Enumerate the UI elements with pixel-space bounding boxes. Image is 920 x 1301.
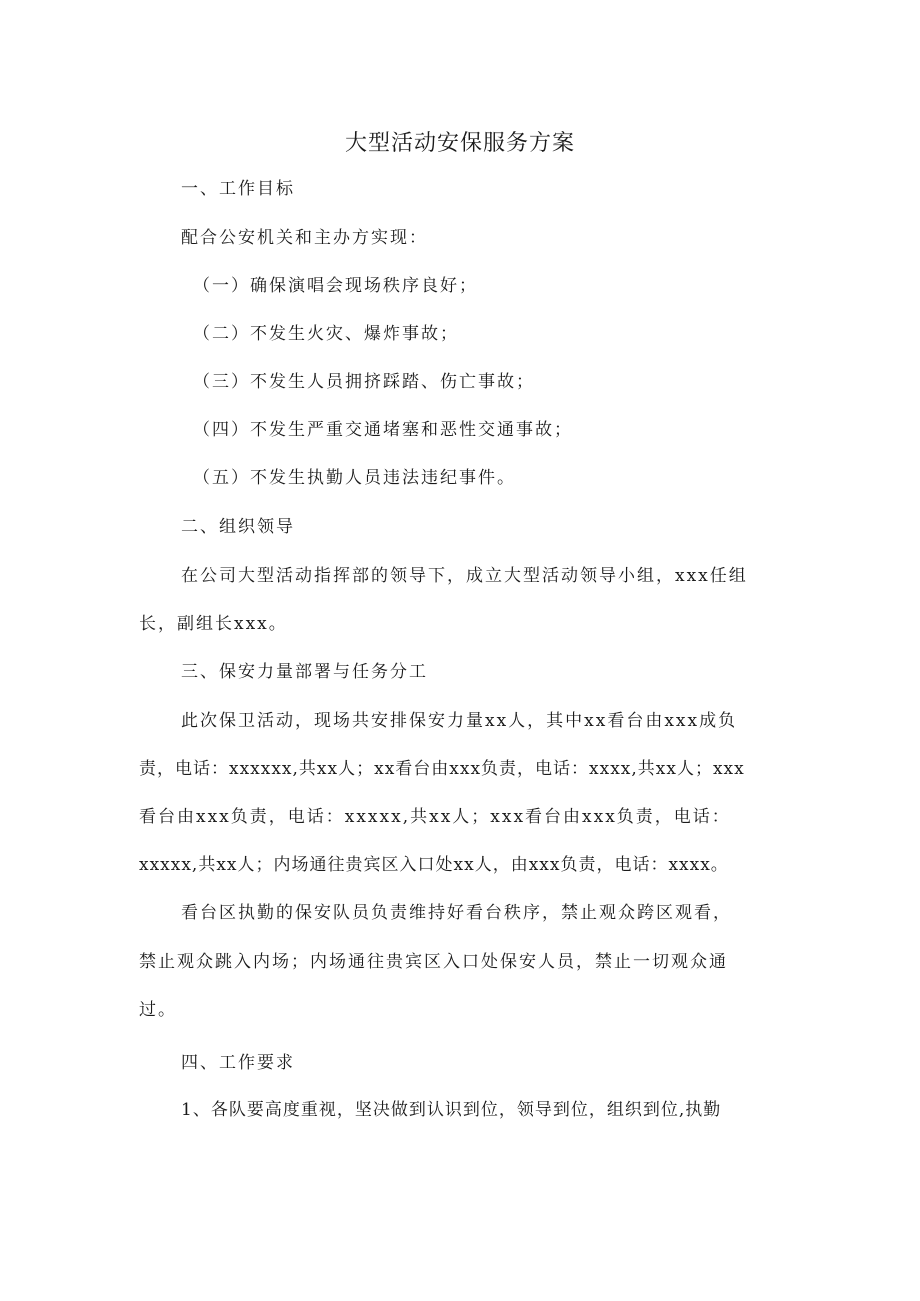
section-heading-deployment: 三、保安力量部署与任务分工: [181, 662, 428, 682]
deployment-paragraph-line: xxxxx,共xx人；内场通往贵宾区入口处xx人，由xxx负责，电话：xxxx。: [139, 855, 729, 875]
leadership-paragraph-line: 在公司大型活动指挥部的领导下，成立大型活动领导小组，xxx任组: [181, 566, 748, 586]
goal-item: （四）不发生严重交通堵塞和恶性交通事故；: [193, 420, 573, 440]
deployment-paragraph-line: 看台由xxx负责，电话：xxxxx,共xx人；xxx看台由xxx负责，电话：: [139, 807, 731, 827]
duties-paragraph-line: 过。: [139, 1000, 177, 1020]
deployment-paragraph-line: 此次保卫活动，现场共安排保安力量xx人，其中xx看台由xxx成负: [181, 711, 738, 731]
deployment-paragraph-line: 责，电话：xxxxxx,共xx人；xx看台由xxx负责，电话：xxxx,共xx人；xxx: [139, 759, 745, 779]
section-heading-requirements: 四、工作要求: [181, 1053, 295, 1073]
section-heading-goals: 一、工作目标: [181, 179, 295, 199]
requirements-paragraph-line: 1、各队要高度重视，坚决做到认识到位，领导到位，组织到位,执勤: [181, 1100, 722, 1120]
duties-paragraph-line: 禁止观众跳入内场；内场通往贵宾区入口处保安人员，禁止一切观众通: [139, 952, 728, 972]
goal-item: （二）不发生火灾、爆炸事故；: [193, 324, 459, 344]
leadership-paragraph-line: 长，副组长xxx。: [139, 614, 288, 634]
goal-item: （一）确保演唱会现场秩序良好；: [193, 276, 478, 296]
duties-paragraph-line: 看台区执勤的保安队员负责维持好看台秩序，禁止观众跨区观看，: [181, 903, 732, 923]
goal-item: （三）不发生人员拥挤踩踏、伤亡事故；: [193, 372, 535, 392]
section-heading-leadership: 二、组织领导: [181, 517, 295, 537]
goals-intro: 配合公安机关和主办方实现：: [181, 228, 428, 248]
document-title: 大型活动安保服务方案: [344, 131, 575, 156]
goal-item: （五）不发生执勤人员违法违纪事件。: [193, 468, 516, 488]
